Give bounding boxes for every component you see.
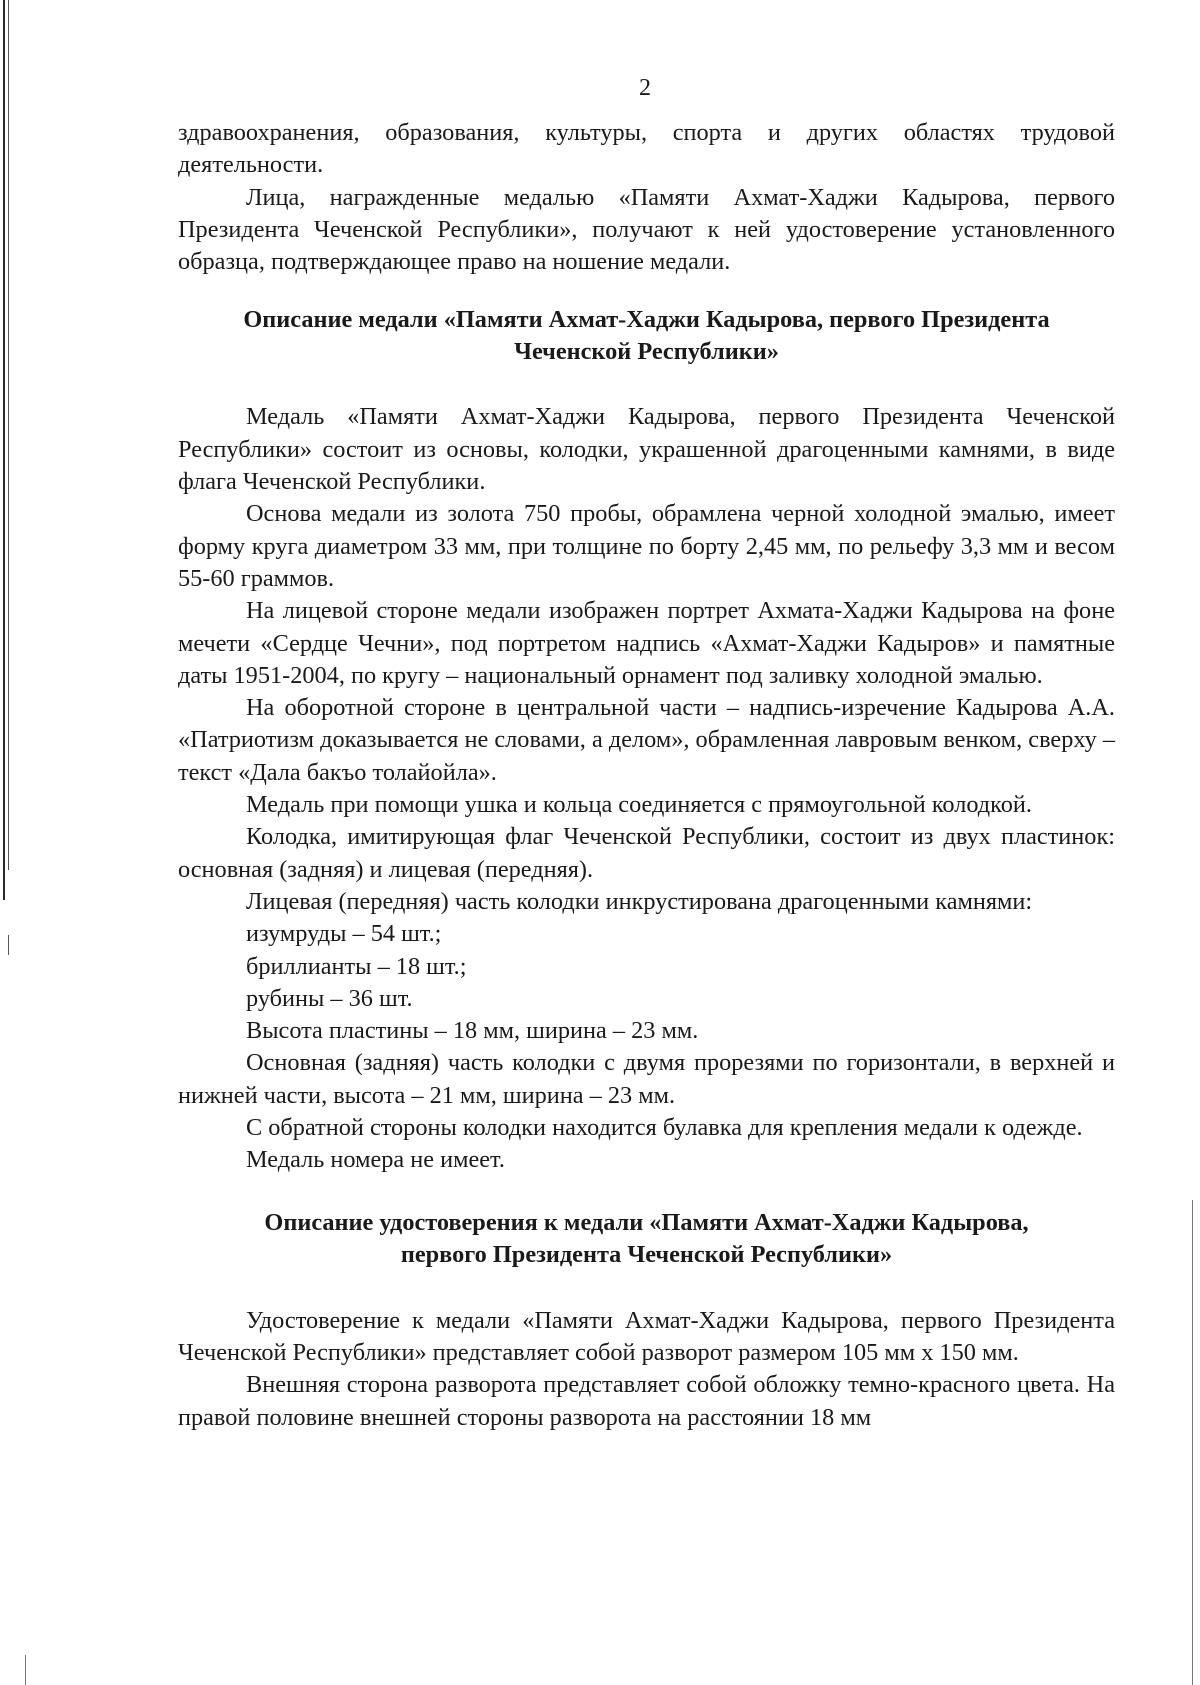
- section-heading-certificate: [178, 1207, 1115, 1271]
- scan-edge-line: [8, 935, 9, 955]
- scan-edge-line: [1192, 1200, 1193, 1685]
- document-body: [178, 117, 1115, 1434]
- heading-line: Описание медали «Памяти Ахмат-Хаджи Кадырова, первого Президента: [243, 306, 1050, 334]
- scan-edge-line: [3, 0, 5, 900]
- paragraph: Медаль «Памяти Ахмат-Хаджи Кадырова, первого Президента Чеченской Республики» состоит из основы, колодки, украшенной драгоценными камнями, в виде флага Чеченской Республики.: [178, 403, 1115, 496]
- heading-line: Описание удостоверения к медали «Памяти Ахмат-Хаджи Кадырова,: [264, 1208, 1029, 1236]
- gem-list-item: изумруды – 54 шт.;: [246, 920, 442, 948]
- gem-list-item: рубины – 36 шт.: [246, 984, 413, 1012]
- scan-edge-line: [8, 0, 9, 870]
- gem-list-item: бриллианты – 18 шт.;: [246, 952, 467, 980]
- paragraph: Удостоверение к медали «Памяти Ахмат-Хаджи Кадырова, первого Президента Чеченской Республики» представляет собой разворот размером 105 мм х 150 мм.: [178, 1306, 1115, 1366]
- paragraph: Высота пластины – 18 мм, ширина – 23 мм.: [246, 1017, 699, 1045]
- paragraph: здравоохранения, образования, культуры, спорта и других областях трудовой деятельности.: [178, 119, 1115, 179]
- page-number: 2: [639, 75, 651, 101]
- paragraph: Основная (задняя) часть колодки с двумя прорезями по горизонтали, в верхней и нижней части, высота – 21 мм, ширина – 23 мм.: [178, 1049, 1115, 1109]
- scan-edge-line: [25, 1655, 26, 1685]
- paragraph: Основа медали из золота 750 пробы, обрамлена черной холодной эмалью, имеет форму круга диаметром 33 мм, при толщине по борту 2,45 мм, по рельефу 3,3 мм и весом 55-60 граммов.: [178, 500, 1115, 592]
- paragraph: Колодка, имитирующая флаг Чеченской Республики, состоит из двух пластинок: основная (задняя) и лицевая (передняя).: [178, 823, 1115, 883]
- paragraph: На лицевой стороне медали изображен портрет Ахмата-Хаджи Кадырова на фоне мечети «Сердце Чечни», под портретом надпись «Ахмат-Хаджи Кадыров» и памятные даты 1951-2004, по кругу – национальный орнамент под заливку холодной эмалью.: [178, 597, 1115, 689]
- paragraph: С обратной стороны колодки находится булавка для крепления медали к одежде.: [246, 1114, 1083, 1142]
- paragraph: Медаль номера не имеет.: [246, 1146, 505, 1174]
- heading-line: Чеченской Республики»: [514, 338, 779, 366]
- paragraph: Внешняя сторона разворота представляет собой обложку темно-красного цвета. На правой половине внешней стороны разворота на расстоянии 18 мм: [178, 1371, 1115, 1431]
- paragraph: Медаль при помощи ушка и кольца соединяется с прямоугольной колодкой.: [246, 791, 1032, 819]
- paragraph: Лица, награжденные медалью «Памяти Ахмат-Хаджи Кадырова, первого Президента Чеченской Республики», получают к ней удостоверение установленного образца, подтверждающее право на ношение медали.: [178, 183, 1115, 276]
- section-heading-medal: [178, 304, 1115, 368]
- paragraph: Лицевая (передняя) часть колодки инкрустирована драгоценными камнями:: [246, 887, 1033, 915]
- heading-line: первого Президента Чеченской Республики»: [400, 1240, 893, 1268]
- paragraph: На оборотной стороне в центральной части – надпись-изречение Кадырова А.А. «Патриотизм доказывается не словами, а делом», обрамленная лавровым венком, сверху – текст «Дала бакъо толайойла».: [178, 694, 1115, 786]
